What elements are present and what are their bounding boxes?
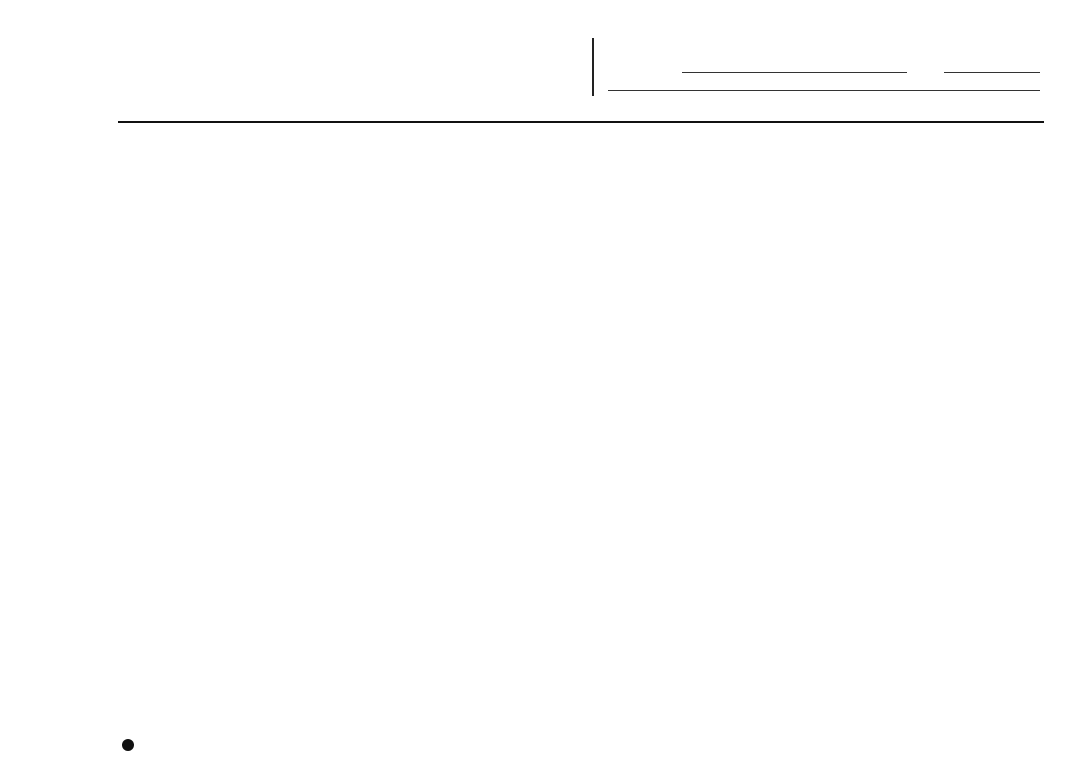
prov-line: [944, 72, 1040, 73]
table-top-rule: [118, 121, 1044, 123]
form-mark-icon: [122, 739, 134, 751]
header-underline: [608, 90, 1040, 91]
header-divider: [592, 38, 594, 96]
gemeente-line: [682, 72, 907, 73]
